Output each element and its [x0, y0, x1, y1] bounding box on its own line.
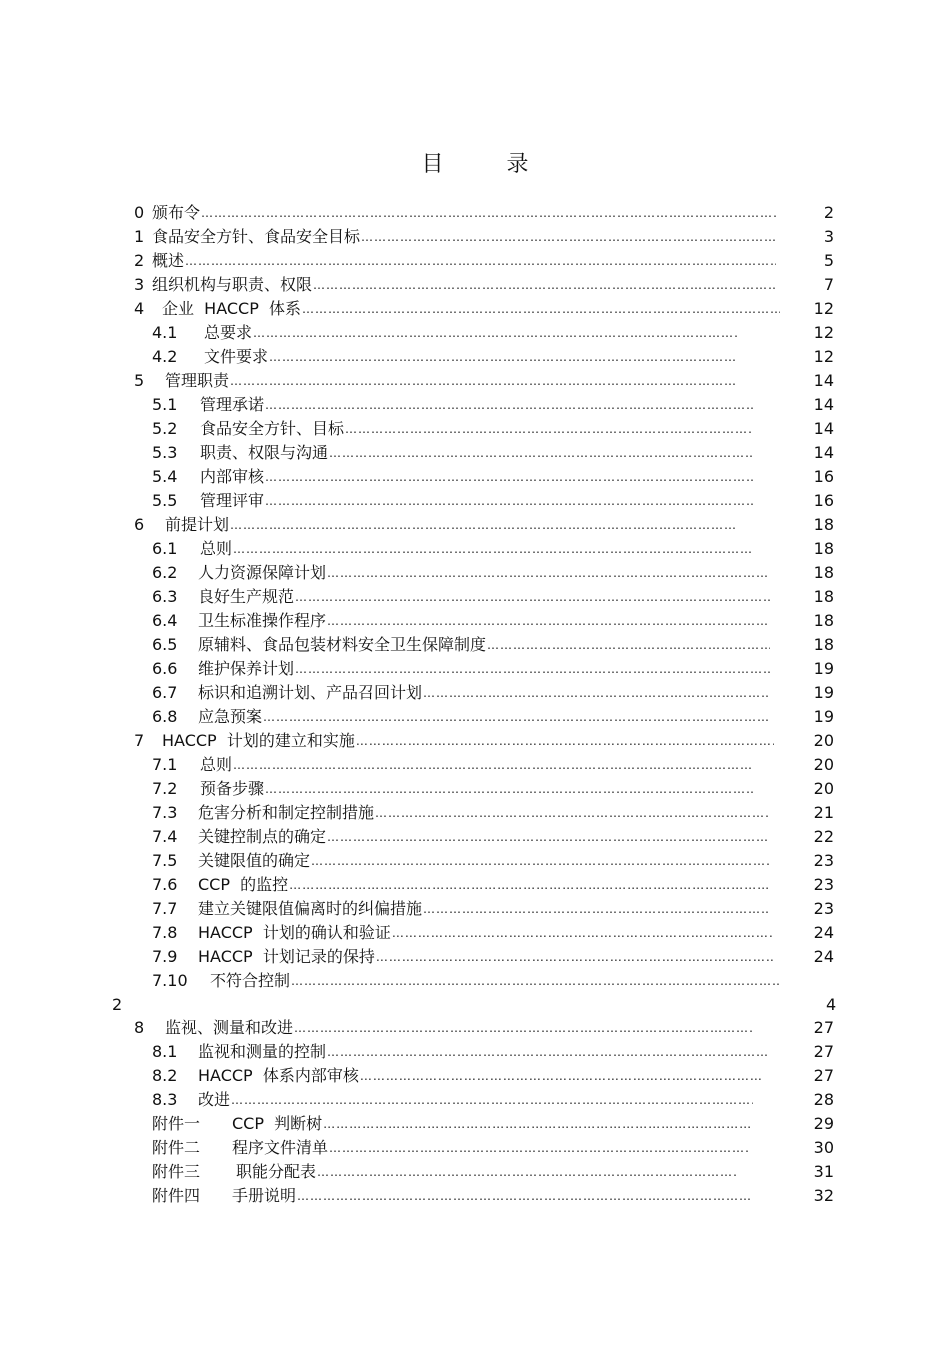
toc-entry[interactable] [134, 730, 774, 752]
toc-entry-title: 内部审核 [200, 467, 265, 486]
toc-entry-number: 附件四 [152, 1186, 201, 1205]
toc-entry-title: 食品安全方针、食品安全目标 [152, 227, 361, 246]
dot-leader [185, 250, 776, 272]
toc-entry[interactable] [152, 322, 738, 344]
toc-entry-title: HACCP 计划记录的保持 [198, 947, 375, 966]
toc-entry-title: 改进 [198, 1090, 231, 1109]
toc-entry[interactable] [134, 298, 780, 320]
toc-entry[interactable] [152, 826, 770, 848]
toc-entry-number: 7.3 [152, 803, 178, 822]
toc-entry-title: 食品安全方针、目标 [200, 419, 345, 438]
toc-entry-page: 20 [813, 731, 834, 750]
toc-entry-page: 18 [813, 587, 834, 606]
dot-leader [345, 418, 753, 440]
toc-entry-page: 31 [813, 1162, 834, 1181]
toc-entry-number: 6.6 [152, 659, 178, 678]
toc-entry-number: 8.3 [152, 1090, 178, 1109]
dot-leader [295, 658, 770, 680]
dot-leader [327, 562, 770, 584]
toc-entry[interactable] [152, 970, 780, 992]
toc-entry-title: 总要求 [204, 323, 253, 342]
toc-entry-title: 良好生产规范 [198, 587, 295, 606]
toc-entry-title: 不符合控制 [210, 971, 291, 990]
toc-entry[interactable] [152, 922, 774, 944]
toc-entry[interactable] [152, 802, 770, 824]
toc-entry-page: 18 [813, 563, 834, 582]
toc-entry-page: 27 [813, 1018, 834, 1037]
toc-entry[interactable] [152, 610, 770, 632]
toc-entry-number: 7.2 [152, 779, 178, 798]
toc-entry-number: 6.4 [152, 611, 178, 630]
toc-entry-page: 12 [813, 299, 834, 318]
toc-entry-page: 18 [813, 539, 834, 558]
toc-entry-page: 20 [813, 779, 834, 798]
toc-entry-title: 维护保养计划 [198, 659, 295, 678]
toc-entry-title: 建立关键限值偏离时的纠偏措施 [198, 899, 423, 918]
toc-entry[interactable] [134, 370, 736, 392]
dot-leader [311, 850, 770, 872]
toc-entry-title: 概述 [152, 251, 185, 270]
dot-leader [313, 274, 776, 296]
dot-leader [302, 298, 780, 320]
dot-leader [201, 202, 776, 224]
toc-entry[interactable] [152, 706, 770, 728]
dot-leader [289, 874, 770, 896]
toc-entry[interactable] [134, 250, 776, 272]
toc-entry-title: 企业 HACCP 体系 [162, 299, 302, 318]
toc-entry-page: 29 [813, 1114, 834, 1133]
dot-leader [327, 826, 770, 848]
toc-entry-title: 颁布令 [152, 203, 201, 222]
toc-entry-page: 23 [813, 851, 834, 870]
toc-entry[interactable] [152, 1089, 753, 1111]
toc-entry-number: 6.1 [152, 539, 178, 558]
toc-entry-title: 卫生标准操作程序 [198, 611, 327, 630]
toc-entry-number: 8.2 [152, 1066, 178, 1085]
toc-entry-number: 7.8 [152, 923, 178, 942]
toc-entry-page: 12 [813, 323, 834, 342]
toc-entry[interactable] [152, 1113, 750, 1135]
dot-leader [361, 226, 776, 248]
toc-entry[interactable] [152, 586, 770, 608]
toc-entry[interactable] [152, 466, 753, 488]
toc-entry-page: 14 [813, 371, 834, 390]
toc-entry-title: 职能分配表 [236, 1162, 317, 1181]
dot-leader [265, 394, 753, 416]
toc-entry-number: 7.5 [152, 851, 178, 870]
toc-entry-title: 人力资源保障计划 [198, 563, 327, 582]
toc-entry[interactable] [152, 658, 770, 680]
toc-entry-title: HACCP 计划的确认和验证 [198, 923, 391, 942]
toc-entry-number: 附件三 [152, 1162, 201, 1181]
toc-entry-title: HACCP 体系内部审核 [198, 1066, 359, 1085]
toc-entry[interactable] [152, 538, 753, 560]
toc-entry-title: HACCP 计划的建立和实施 [162, 731, 355, 750]
toc-entry[interactable] [152, 682, 770, 704]
toc-entry-page: 14 [813, 419, 834, 438]
toc-entry-page: 19 [813, 683, 834, 702]
toc-entry-number: 8 [134, 1018, 145, 1037]
toc-entry-page: 27 [813, 1042, 834, 1061]
toc-entry[interactable] [152, 394, 753, 416]
dot-leader [329, 442, 753, 464]
dot-leader [375, 802, 770, 824]
page-title: 目 录 [421, 152, 557, 177]
dot-leader [487, 634, 770, 656]
toc-entry[interactable] [152, 850, 770, 872]
toc-entry-page: 32 [813, 1186, 834, 1205]
toc-entry-number: 7.10 [152, 971, 188, 990]
toc-entry-title: 管理评审 [200, 491, 265, 510]
dot-leader [291, 970, 780, 992]
toc-entry-title: 手册说明 [232, 1186, 297, 1205]
toc-entry-number: 5.4 [152, 467, 178, 486]
toc-entry-title: 前提计划 [165, 515, 230, 534]
toc-entry-page: 7 [823, 275, 834, 294]
toc-entry[interactable] [152, 634, 770, 656]
toc-entry-title: 标识和追溯计划、产品召回计划 [198, 683, 423, 702]
dot-leader [392, 922, 774, 944]
toc-entry[interactable] [152, 1065, 762, 1087]
toc-entry-page: 16 [813, 491, 834, 510]
toc-entry-title: 总则 [200, 539, 233, 558]
dot-leader [265, 466, 753, 488]
toc-entry-number: 7.6 [152, 875, 178, 894]
toc-entry[interactable] [134, 226, 776, 248]
toc-entry[interactable] [152, 874, 770, 896]
toc-entry-title: 程序文件清单 [232, 1138, 329, 1157]
dot-leader [253, 322, 738, 344]
toc-entry[interactable] [152, 346, 738, 368]
toc-entry-title: 危害分析和制定控制措施 [198, 803, 375, 822]
dot-leader [269, 346, 738, 368]
dot-leader [360, 1065, 762, 1087]
toc-entry-number: 7.9 [152, 947, 178, 966]
dot-leader [297, 1185, 750, 1207]
toc-entry-number: 6.2 [152, 563, 178, 582]
toc-entry-page: 12 [813, 347, 834, 366]
toc-entry-number: 6.8 [152, 707, 178, 726]
toc-entry-page: 27 [813, 1066, 834, 1085]
toc-entry-number: 2 [134, 251, 145, 270]
toc-entry-number: 1 [134, 227, 145, 246]
toc-entry-number: 7.1 [152, 755, 178, 774]
dot-leader [329, 1137, 750, 1159]
toc-entry-title: 原辅料、食品包装材料安全卫生保障制度 [198, 635, 487, 654]
toc-entry-number: 附件一 [152, 1114, 201, 1133]
toc-entry-number: 4.2 [152, 347, 178, 366]
dot-leader [230, 514, 736, 536]
toc-entry-title: 总则 [200, 755, 233, 774]
dot-leader [323, 1113, 750, 1135]
toc-entry-page: 21 [813, 803, 834, 822]
toc-entry-page: 22 [813, 827, 834, 846]
toc-entry[interactable] [152, 1041, 770, 1063]
wrapped-page-number-left: 2 [112, 995, 123, 1014]
toc-entry[interactable] [152, 778, 753, 800]
toc-entry-number: 5 [134, 371, 145, 390]
toc-entry-number: 6.3 [152, 587, 178, 606]
dot-leader [295, 586, 770, 608]
dot-leader [230, 370, 736, 392]
toc-entry[interactable] [152, 754, 753, 776]
toc-entry[interactable] [152, 1137, 750, 1159]
toc-entry[interactable] [152, 1161, 736, 1183]
toc-entry-page: 16 [813, 467, 834, 486]
wrapped-page-number-right: 4 [826, 995, 837, 1014]
toc-entry[interactable] [152, 898, 770, 920]
toc-entry[interactable] [152, 946, 774, 968]
toc-entry-page: 20 [813, 755, 834, 774]
toc-entry-title: 预备步骤 [200, 779, 265, 798]
toc-entry[interactable] [134, 514, 736, 536]
toc-entry[interactable] [152, 442, 753, 464]
toc-entry-number: 4.1 [152, 323, 178, 342]
toc-entry-page: 19 [813, 659, 834, 678]
toc-entry-title: 管理承诺 [200, 395, 265, 414]
toc-entry-page: 24 [813, 923, 834, 942]
toc-entry-title: 管理职责 [165, 371, 230, 390]
dot-leader [423, 682, 770, 704]
toc-entry-title: 关键限值的确定 [198, 851, 311, 870]
toc-entry-page: 28 [813, 1090, 834, 1109]
toc-entry-number: 6.7 [152, 683, 178, 702]
dot-leader [231, 1089, 753, 1111]
toc-entry-page: 19 [813, 707, 834, 726]
toc-entry-number: 3 [134, 275, 145, 294]
toc-entry-title: 组织机构与职责、权限 [152, 275, 313, 294]
toc-entry-title: 监视和测量的控制 [198, 1042, 327, 1061]
toc-entry-page: 18 [813, 515, 834, 534]
toc-entry-page: 14 [813, 443, 834, 462]
toc-entry-number: 8.1 [152, 1042, 178, 1061]
dot-leader [317, 1161, 736, 1183]
toc-entry-number: 6 [134, 515, 145, 534]
toc-entry[interactable] [152, 418, 753, 440]
toc-entry-number: 7.4 [152, 827, 178, 846]
dot-leader [233, 538, 753, 560]
dot-leader [423, 898, 770, 920]
dot-leader [265, 778, 753, 800]
toc-entry-page: 18 [813, 611, 834, 630]
dot-leader [233, 754, 753, 776]
toc-entry-title: CCP 判断树 [232, 1114, 323, 1133]
toc-entry-title: 文件要求 [204, 347, 269, 366]
toc-entry-title: 职责、权限与沟通 [200, 443, 329, 462]
toc-entry-number: 0 [134, 203, 145, 222]
dot-leader [327, 1041, 770, 1063]
toc-entry-page: 23 [813, 875, 834, 894]
toc-entry-page: 3 [823, 227, 834, 246]
toc-entry[interactable] [134, 1017, 753, 1039]
toc-entry-page: 14 [813, 395, 834, 414]
toc-entry-number: 附件二 [152, 1138, 201, 1157]
toc-entry[interactable] [152, 562, 770, 584]
toc-entry-number: 7.7 [152, 899, 178, 918]
dot-leader [327, 610, 770, 632]
toc-entry[interactable] [134, 202, 776, 224]
toc-entry[interactable] [134, 274, 776, 296]
toc-entry-page: 2 [823, 203, 834, 222]
toc-entry-number: 6.5 [152, 635, 178, 654]
toc-entry[interactable] [152, 1185, 750, 1207]
toc-entry-number: 5.1 [152, 395, 178, 414]
toc-entry-title: 关键控制点的确定 [198, 827, 327, 846]
dot-leader [356, 730, 774, 752]
toc-entry-page: 18 [813, 635, 834, 654]
toc-entry[interactable] [152, 490, 753, 512]
toc-entry-page: 30 [813, 1138, 834, 1157]
toc-entry-number: 7 [134, 731, 145, 750]
toc-entry-number: 5.5 [152, 491, 178, 510]
toc-entry-page: 5 [823, 251, 834, 270]
toc-entry-page: 23 [813, 899, 834, 918]
toc-entry-number: 5.2 [152, 419, 178, 438]
dot-leader [294, 1017, 753, 1039]
dot-leader [265, 490, 753, 512]
dot-leader [376, 946, 774, 968]
toc-entry-number: 4 [134, 299, 145, 318]
toc-entry-page: 24 [813, 947, 834, 966]
toc-entry-title: 应急预案 [198, 707, 263, 726]
toc-entry-title: 监视、测量和改进 [165, 1018, 294, 1037]
toc-entry-number: 5.3 [152, 443, 178, 462]
toc-entry-title: CCP 的监控 [198, 875, 289, 894]
dot-leader [263, 706, 770, 728]
